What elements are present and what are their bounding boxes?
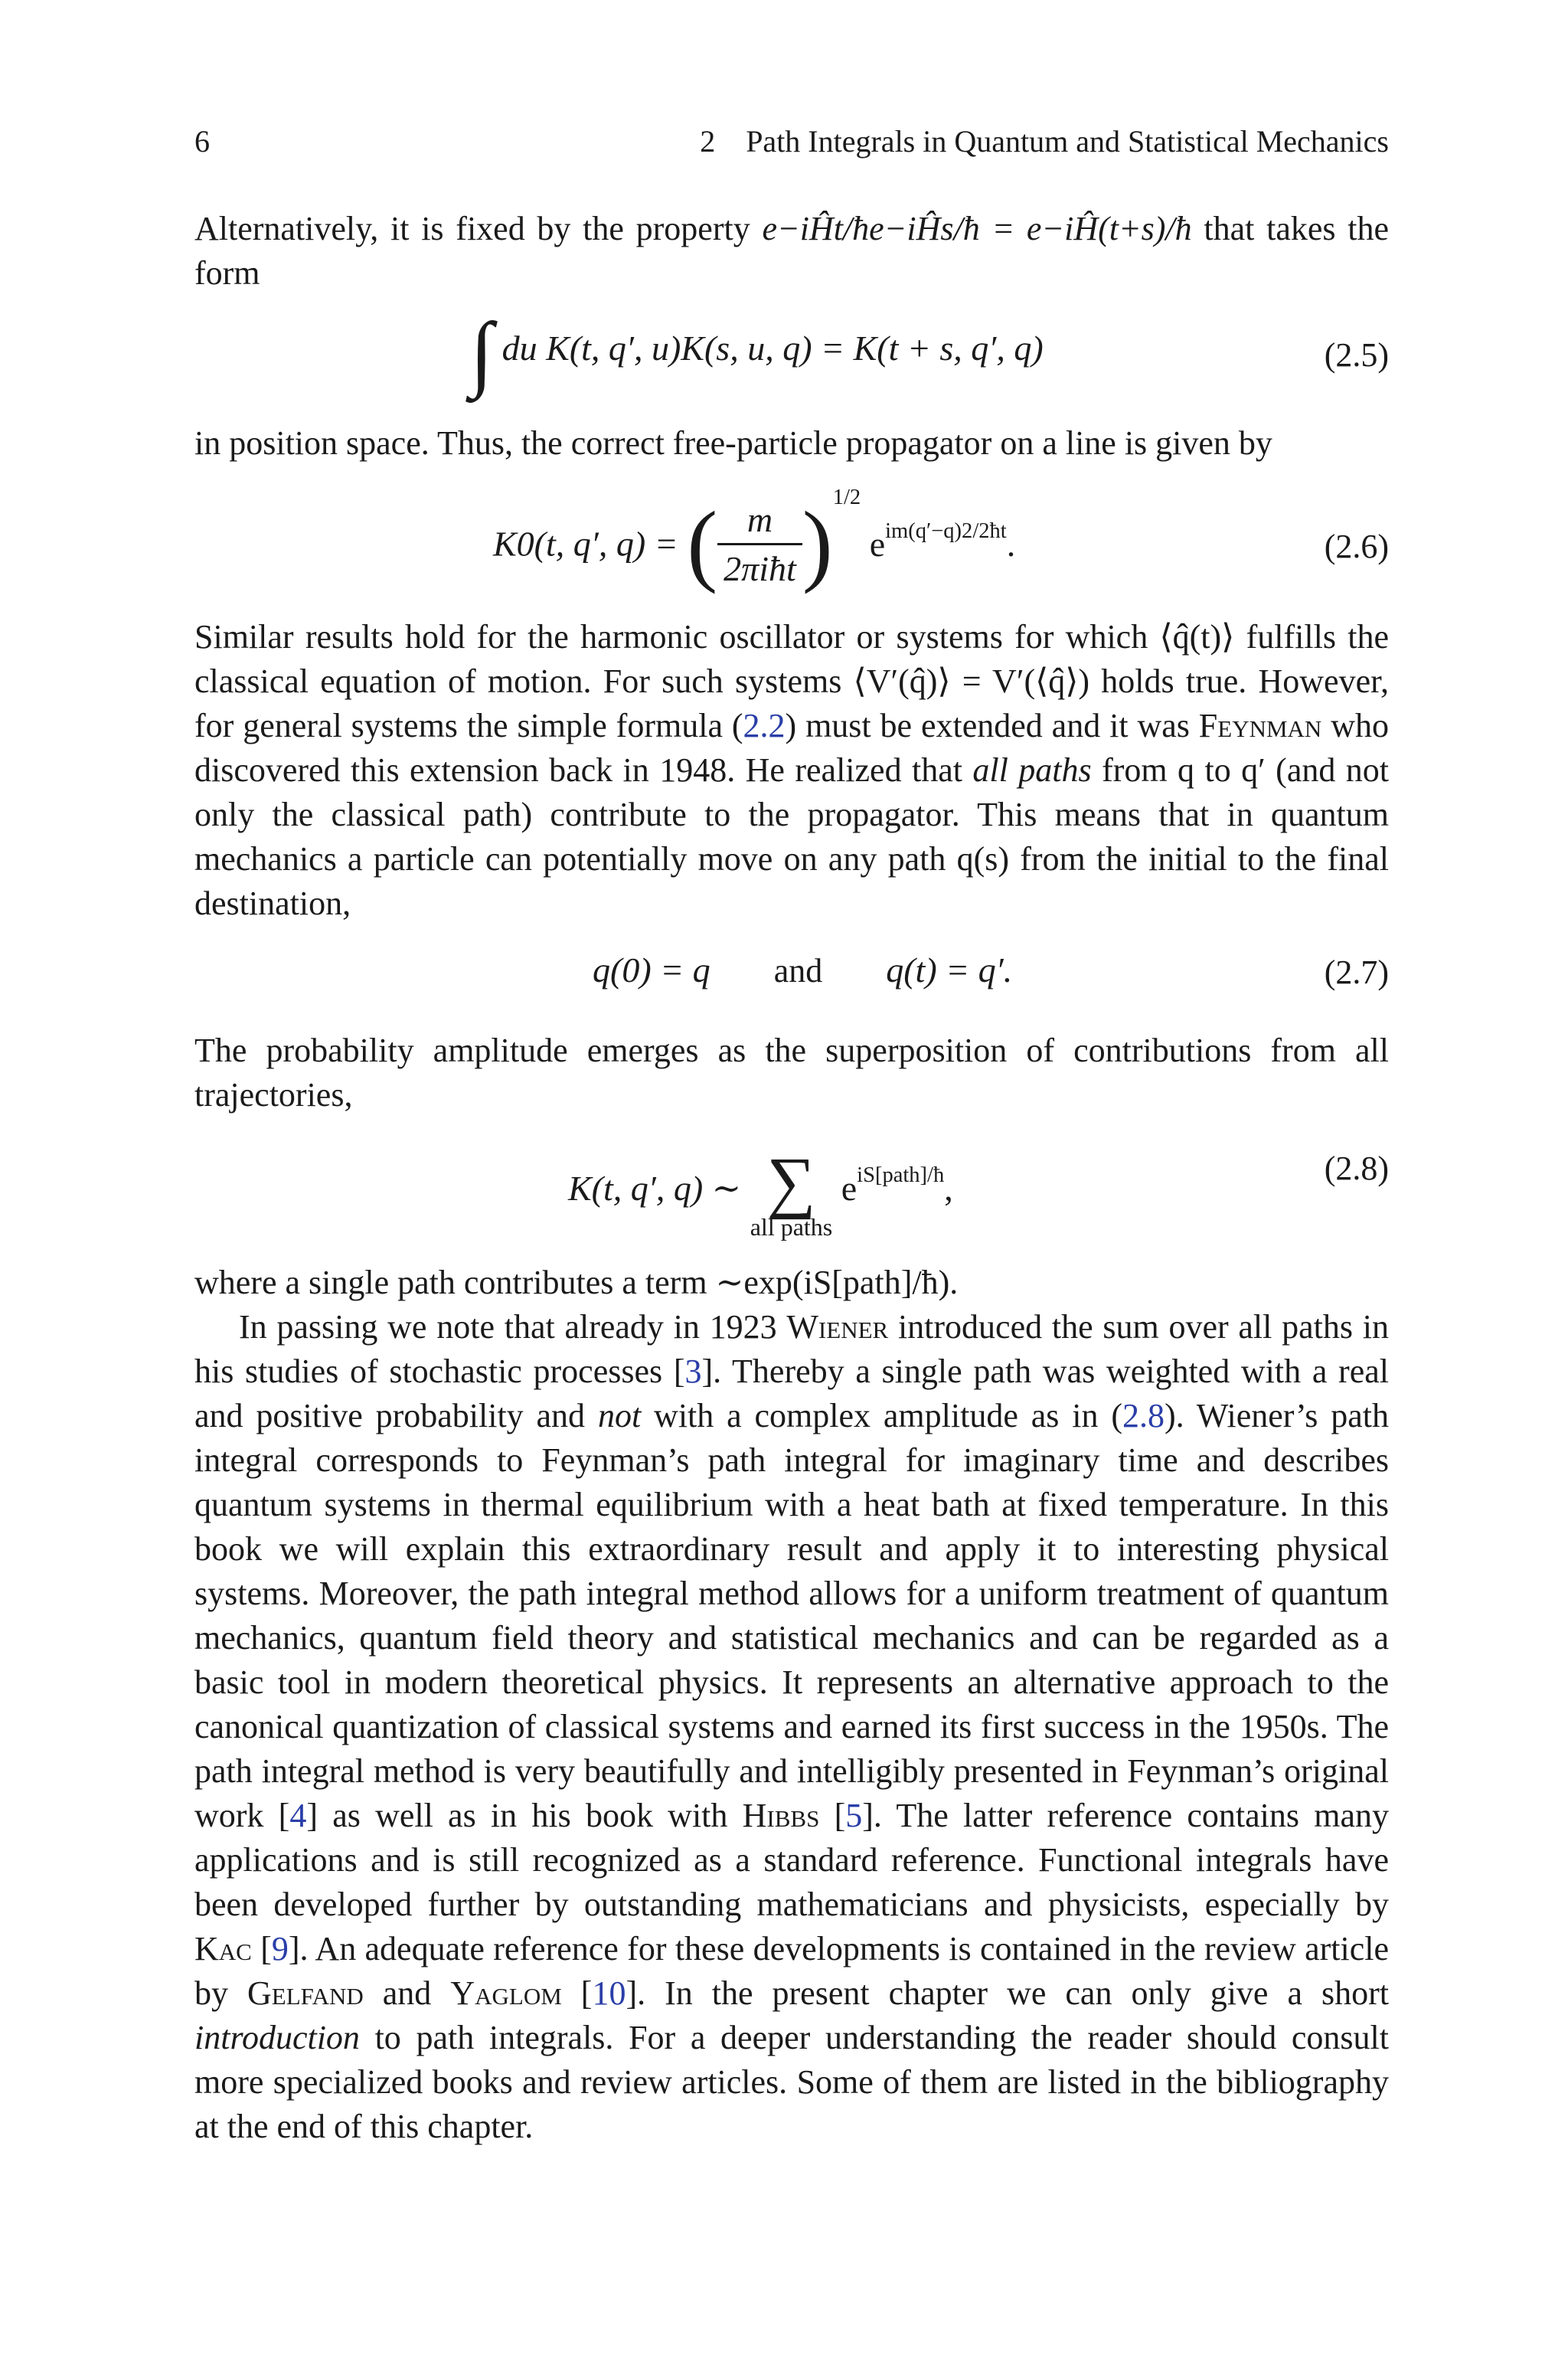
propagator-property-formula: e−iĤt/ħe−iĤs/ħ = e−iĤ(t+s)/ħ — [762, 210, 1192, 247]
ref-link[interactable]: 9 — [271, 1930, 289, 1967]
running-title: 2 Path Integrals in Quantum and Statistical Mechanics — [700, 124, 1389, 159]
equation-2-5-body: ∫ du K(t, q′, u)K(s, u, q) = K(t + s, q′, q) — [470, 305, 1044, 399]
equation-2-5 — [194, 305, 1389, 399]
equation-number: (2.8) — [1324, 1150, 1389, 1187]
equation-2-8 — [194, 1135, 1389, 1242]
ref-link[interactable]: 3 — [684, 1353, 702, 1390]
summation-symbol: ∑ all paths — [750, 1144, 833, 1241]
paragraph-1: Alternatively, it is fixed by the property e−iĤt/ħe−iĤs/ħ = e−iĤ(t+s)/ħ that takes the form — [194, 210, 1390, 292]
equation-2-6 — [194, 486, 1389, 597]
equation-number: (2.7) — [1324, 953, 1389, 991]
ref-link[interactable]: 2.8 — [1122, 1397, 1165, 1434]
mass-fraction: $\frac{m}{\text{2πiħt}}$ — [717, 499, 802, 589]
paragraph-6: In passing we note that already in 1923 Wiener introduced the sum over all paths in his studies of stochastic processes [3]. Thereby a single path was weighted with a real and positive probability and not with a complex amplitude as in (2.8). Wiener’s path integral corresponds to Feynman’s path integral for imaginary time and describes quantum systems in thermal equilibrium with a heat bath at fixed temperature. In this book we will explain this extraordinary result and apply it to interesting physical systems. Moreover, the path integral method allows for a uniform treatment of quantum mechanics, quantum field theory and statistical mechanics and can be regarded as a basic tool in modern theoretical physics. It represents an alternative approach to the canonical quantization of classical systems and earned its first success in the 1950s. The path integral method is very beautifully and intelligibly presented in Feynman’s original work [4] as well as in his book with Hibbs [5]. The latter reference contains many applications and is still recognized as a standard reference. Functional integrals have been developed further by outstanding mathematicians and physicists, especially by Kac [9]. An adequate reference for these developments is contained in the review article by Gelfand and Yaglom [10]. In the present chapter we can only give a short introduction to path integrals. For a deeper understanding the reader should consult more specialized books and review articles. Some of them are listed in the bibliography at the end of this chapter. — [194, 1308, 1390, 2145]
paragraph-2: in position space. Thus, the correct free-particle propagator on a line is given by — [194, 424, 1272, 462]
integral-symbol: ∫ — [470, 305, 494, 399]
paragraph-3: Similar results hold for the harmonic oscillator or systems for which ⟨q̂(t)⟩ fulfills the classical equation of motion. For such systems ⟨V′(q̂)⟩ = V′(⟨q̂⟩) holds true. However, for general systems the simple formula (2.2) must be extended and it was Feynman who discovered this extension back in 1948. He realized that all paths from q to q′ (and not only the classical path) contribute to the propagator. This means that in quantum mechanics a particle can potentially move on any path q(s) from the initial to the final destination, — [194, 618, 1390, 922]
equation-2-8-body: K(t, q′, q) ∼ ∑ all paths $e^{iS[path]/ħ}$, — [568, 1144, 953, 1241]
equation-2-7 — [194, 950, 1389, 1026]
ref-link[interactable]: 5 — [845, 1797, 863, 1834]
equation-2-6-body: K0(t, q′, q) = ( $\frac{m}{\text{2πiħt}}$ )$^{1/2}$ $e^{im(q'-q)2/2ħt}$. — [493, 486, 1016, 595]
page-header — [194, 123, 1389, 161]
equation-number: (2.6) — [1324, 528, 1389, 565]
paragraph-5: where a single path contributes a term ∼exp(iS[path]/ħ). — [194, 1264, 959, 1301]
ref-link[interactable]: 10 — [592, 1974, 626, 2012]
equation-2-7-body: q(0) = q and q(t) = q′. — [593, 950, 1013, 989]
ref-link[interactable]: 2.2 — [743, 707, 786, 744]
equation-number: (2.5) — [1324, 336, 1389, 374]
paragraph-4: The probability amplitude emerges as the superposition of contributions from all trajectories, — [194, 1032, 1389, 1114]
page-number: 6 — [194, 124, 210, 159]
ref-link[interactable]: 4 — [289, 1797, 307, 1834]
